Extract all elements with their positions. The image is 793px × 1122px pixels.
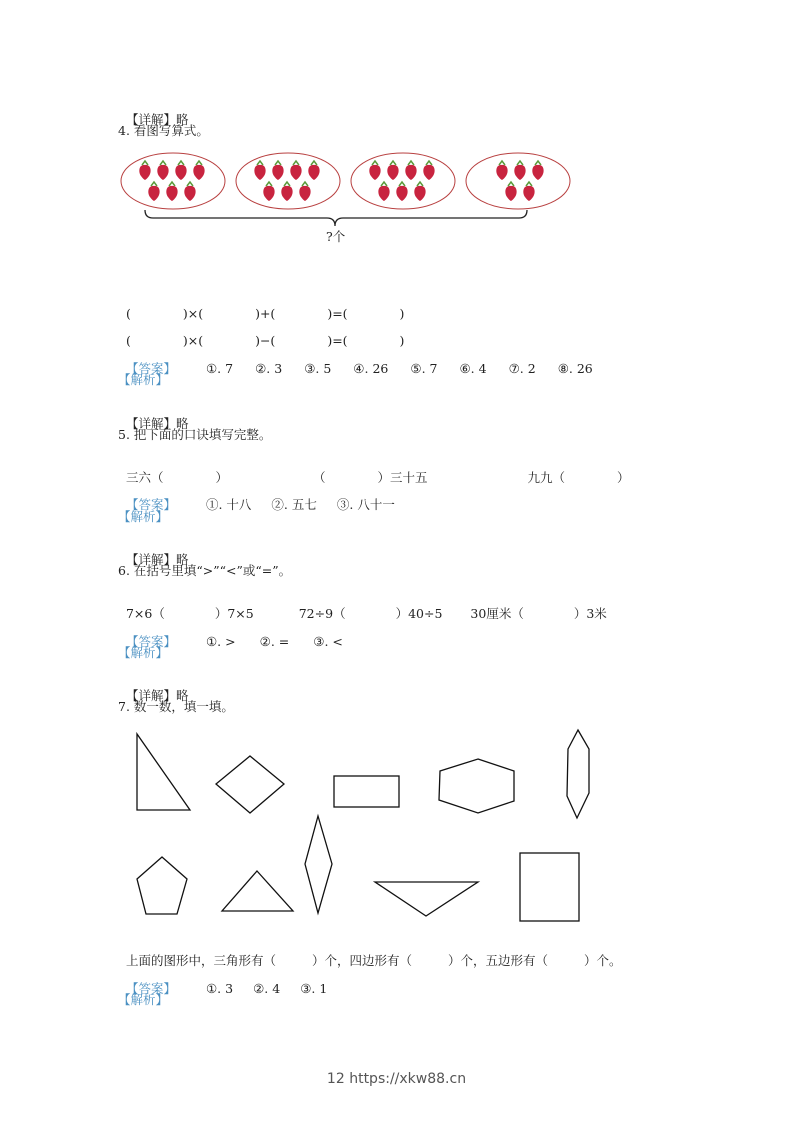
item-part: （: [312, 470, 326, 485]
rhombus-shape: [216, 756, 284, 813]
item-part: 30厘米（: [470, 606, 524, 621]
detail-label: 【详解】: [125, 416, 176, 431]
q4-title: 4. 看图写算式。: [118, 123, 209, 138]
detail-text: 略: [175, 552, 189, 567]
item-part: ）三十五: [377, 470, 428, 485]
page-footer: [0, 1071, 793, 1087]
answer-item: ①. 十八: [205, 497, 252, 512]
eq-part: (: [125, 333, 131, 348]
item-part: 九九（: [527, 470, 566, 485]
answer-item: ①. 7: [205, 361, 234, 376]
eq-part: )×(: [182, 306, 204, 321]
answer-item: ①. >: [205, 634, 236, 649]
detail-text: 略: [175, 112, 189, 127]
detail-label: 【详解】: [125, 112, 176, 127]
detail-label: 【详解】: [125, 688, 176, 703]
answer-item: ①. 3: [205, 981, 234, 996]
detail-text: 略: [175, 688, 189, 703]
hexagon-shape: [439, 759, 514, 813]
item-part: ）7×5: [214, 606, 254, 621]
item-part: ）3米: [573, 606, 607, 621]
q4-analysis: 【解析】: [118, 372, 169, 387]
answer-item: ②. 五七: [271, 497, 317, 512]
q6-analysis: 【解析】: [118, 645, 169, 660]
item-part: ）40÷5: [395, 606, 443, 621]
strawberry-figure: [115, 148, 585, 248]
brace-label: ?个: [326, 229, 346, 244]
eq-part: )+(: [255, 306, 276, 321]
rectangle-shape: [334, 776, 399, 807]
eq-part: )×(: [182, 333, 204, 348]
q4-answer: [118, 345, 593, 377]
right-triangle-shape: [137, 734, 190, 810]
answer-item: ③. 1: [300, 981, 328, 996]
eq-part: ): [399, 306, 405, 321]
eq-part: )=(: [327, 333, 348, 348]
q5-analysis: 【解析】: [118, 509, 169, 524]
q7-analysis: 【解析】: [118, 992, 169, 1007]
q5-title: 5. 把下面的口诀填写完整。: [118, 427, 272, 442]
answer-label: 【答案】: [125, 634, 176, 649]
footer-url[interactable]: https://xkw88.cn: [349, 1071, 467, 1087]
eq-part: (: [125, 306, 131, 321]
item-part: ）: [617, 470, 630, 485]
pentagon-shape: [137, 857, 187, 914]
sentence-part: 上面的图形中，三角形有（: [125, 953, 276, 968]
page-number: 12: [326, 1071, 345, 1087]
answer-label: 【答案】: [125, 497, 176, 512]
answer-item: ④. 26: [353, 361, 389, 376]
answer-item: ⑦. 2: [508, 361, 536, 376]
item-part: 7×6（: [125, 606, 165, 621]
detail-label: 【详解】: [125, 552, 176, 567]
answer-item: ③. 5: [304, 361, 332, 376]
sentence-part: ）个，四边形有（: [311, 953, 412, 968]
q6-title: 6. 在括号里填“>”“<”或“=”。: [118, 563, 292, 578]
detail-text: 略: [175, 416, 189, 431]
eq-part: )=(: [327, 306, 348, 321]
answer-label: 【答案】: [125, 981, 176, 996]
inverted-triangle-shape: [375, 882, 478, 916]
item-part: ）: [215, 470, 228, 485]
item-part: 三六（: [125, 470, 164, 485]
sentence-part: ）个。: [584, 953, 622, 968]
eq-part: ): [399, 333, 405, 348]
answer-item: ⑤. 7: [410, 361, 438, 376]
long-hexagon-shape: [567, 730, 589, 818]
shapes-figure: [110, 720, 610, 935]
q7-title: 7. 数一数，填一填。: [118, 699, 234, 714]
answer-item: ③. 八十一: [336, 497, 395, 512]
answer-label: 【答案】: [125, 361, 176, 376]
answer-item: ②. 4: [253, 981, 281, 996]
answer-item: ③. <: [313, 634, 343, 649]
answer-item: ②. 3: [255, 361, 283, 376]
square-shape: [520, 853, 579, 921]
thin-rhombus-shape: [305, 816, 332, 913]
answer-item: ⑧. 26: [557, 361, 593, 376]
sentence-part: ）个，五边形有（: [447, 953, 548, 968]
item-part: 72÷9（: [298, 606, 346, 621]
eq-part: )−(: [255, 333, 276, 348]
answer-item: ⑥. 4: [459, 361, 487, 376]
triangle-shape: [222, 871, 293, 911]
answer-item: ②. =: [259, 634, 290, 649]
